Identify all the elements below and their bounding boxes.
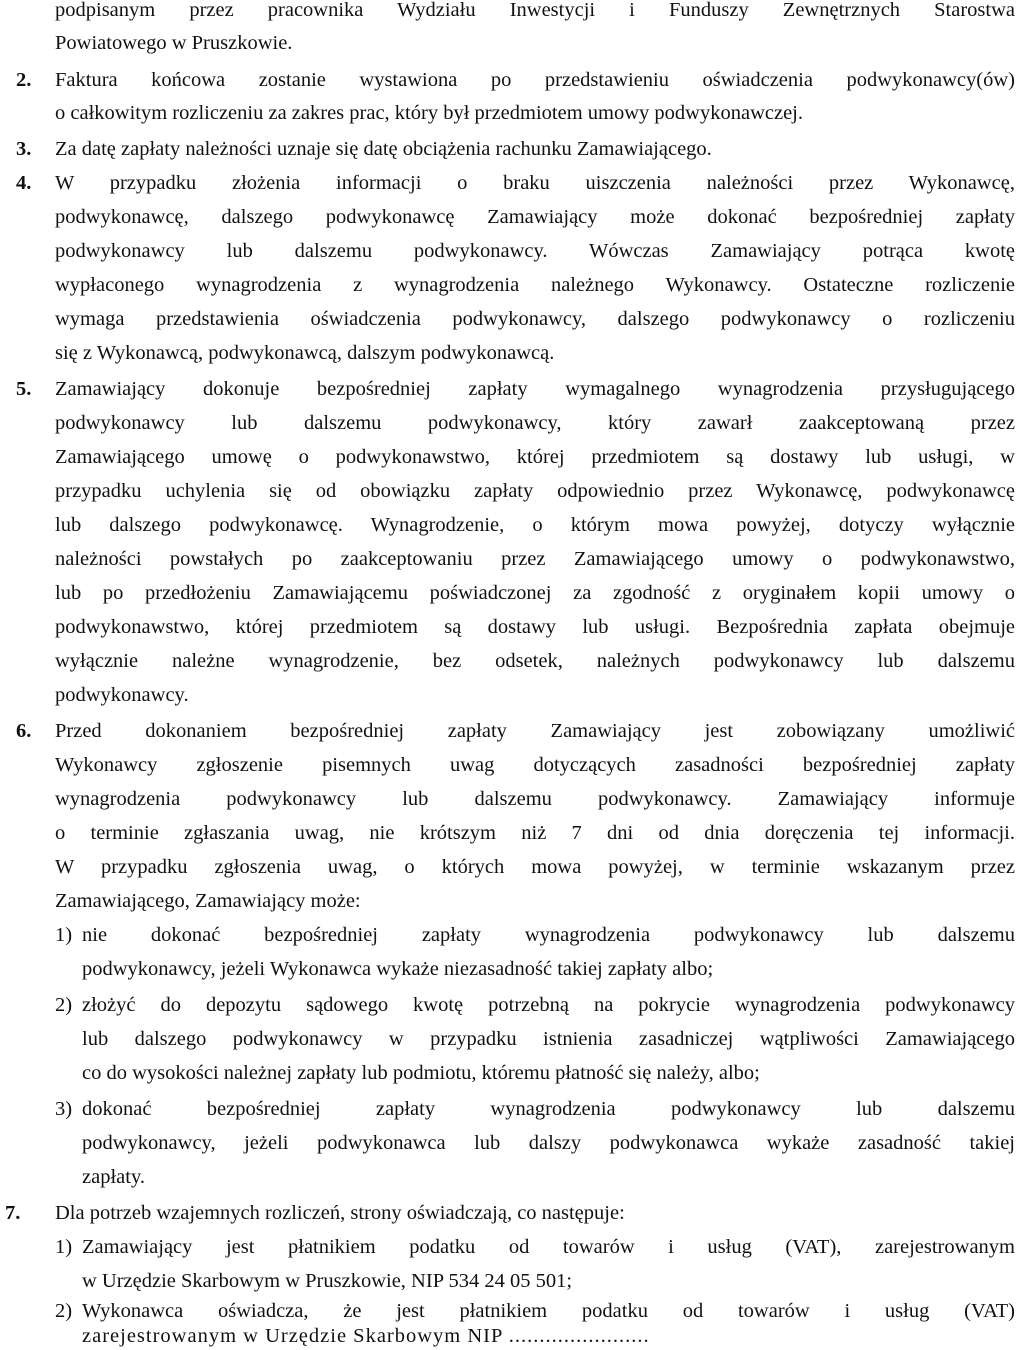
item-5-line-3: Zamawiającego umowę o podwykonawstwo, której przedmiotem są dostawy lub usługi, w: [55, 446, 1015, 468]
item-number-6: 6.: [16, 720, 32, 742]
item-6-subitem-number-1: 1): [55, 924, 73, 946]
item-4-line-4: wypłaconego wynagrodzenia z wynagrodzenia należnego Wykonawcy. Ostateczne rozliczenie: [55, 274, 1015, 296]
item-6-subitem-3-line-1: dokonać bezpośredniej zapłaty wynagrodzenia podwykonawcy lub dalszemu: [82, 1098, 1015, 1120]
item-5-line-4: przypadku uchylenia się od obowiązku zapłaty odpowiednio przez Wykonawcę, podwykonawcę: [55, 480, 1015, 502]
item-5-line-7: lub po przedłożeniu Zamawiającemu poświadczonej za zgodność z oryginałem kopii umowy o: [55, 582, 1015, 604]
item-5-line-5: lub dalszego podwykonawcę. Wynagrodzenie, o którym mowa powyżej, dotyczy wyłącznie: [55, 514, 1015, 536]
item-6-line-2: Wykonawcy zgłoszenie pisemnych uwag dotyczących zasadności bezpośredniej zapłaty: [55, 754, 1015, 776]
item-6-subitem-3-line-2: podwykonawcy, jeżeli podwykonawca lub dalszy podwykonawca wykaże zasadność takiej: [82, 1132, 1015, 1154]
item-6-subitem-1-line-1: nie dokonać bezpośredniej zapłaty wynagrodzenia podwykonawcy lub dalszemu: [82, 924, 1015, 946]
item-6-line-3: wynagrodzenia podwykonawcy lub dalszemu podwykonawcy. Zamawiający informuje: [55, 788, 1015, 810]
item-4-line-3: podwykonawcy lub dalszemu podwykonawcy. Wówczas Zamawiający potrąca kwotę: [55, 240, 1015, 262]
item-number-5: 5.: [16, 378, 32, 400]
item-7-subitem-number-2: 2): [55, 1300, 73, 1322]
item-6-subitem-2-line-3: co do wysokości należnej zapłaty lub podmiotu, któremu płatność się należy, albo;: [82, 1062, 760, 1084]
item-5-line-8: podwykonawstwo, której przedmiotem są dostawy lub usługi. Bezpośrednia zapłata obejmuje: [55, 616, 1015, 638]
item-7-subitem-1-line-2: w Urzędzie Skarbowym w Pruszkowie, NIP 534 24 05 501;: [82, 1270, 573, 1292]
item-6-line-4: o terminie zgłaszania uwag, nie krótszym niż 7 dni od dnia doręczenia tej informacji.: [55, 822, 1015, 844]
item-6-line-5: W przypadku zgłoszenia uwag, o których mowa powyżej, w terminie wskazanym przez: [55, 856, 1015, 878]
item-number-3: 3.: [16, 138, 32, 160]
item-4-line-1: W przypadku złożenia informacji o braku uiszczenia należności przez Wykonawcę,: [55, 172, 1015, 194]
item-4-line-2: podwykonawcę, dalszego podwykonawcę Zamawiający może dokonać bezpośredniej zapłaty: [55, 206, 1015, 228]
item-6-subitem-3-line-3: zapłaty.: [82, 1166, 145, 1188]
item-5-line-6: należności powstałych po zaakceptowaniu przez Zamawiającego umowy o podwykonawstwo,: [55, 548, 1015, 570]
item-6-subitem-number-2: 2): [55, 994, 73, 1016]
item-7-subitem-2-line-2: zarejestrowanym w Urzędzie Skarbowym NIP .......................: [82, 1325, 650, 1347]
item-5-line-9: wyłącznie należne wynagrodzenie, bez odsetek, należnych podwykonawcy lub dalszemu: [55, 650, 1015, 672]
intro-line-2: Powiatowego w Pruszkowie.: [55, 32, 293, 54]
item-3-line-1: Za datę zapłaty należności uznaje się datę obciążenia rachunku Zamawiającego.: [55, 138, 712, 160]
item-5-line-2: podwykonawcy lub dalszemu podwykonawcy, który zawarł zaakceptowaną przez: [55, 412, 1015, 434]
item-7-subitem-2-line-1: Wykonawca oświadcza, że jest płatnikiem podatku od towarów i usług (VAT): [82, 1300, 1015, 1322]
item-6-subitem-1-line-2: podwykonawcy, jeżeli Wykonawca wykaże niezasadność takiej zapłaty albo;: [82, 958, 714, 980]
item-6-subitem-number-3: 3): [55, 1098, 73, 1120]
item-4-line-6: się z Wykonawcą, podwykonawcą, dalszym podwykonawcą.: [55, 342, 555, 364]
item-number-4: 4.: [16, 172, 32, 194]
item-6-line-6: Zamawiającego, Zamawiający może:: [55, 890, 361, 912]
item-number-7: 7.: [5, 1202, 21, 1224]
item-6-line-1: Przed dokonaniem bezpośredniej zapłaty Zamawiający jest zobowiązany umożliwić: [55, 720, 1015, 742]
item-2-line-2: o całkowitym rozliczeniu za zakres prac, który był przedmiotem umowy podwykonawczej.: [55, 102, 803, 124]
item-4-line-5: wymaga przedstawienia oświadczenia podwykonawcy, dalszego podwykonawcy o rozliczeniu: [55, 308, 1015, 330]
item-6-subitem-2-line-2: lub dalszego podwykonawcy w przypadku istnienia zasadniczej wątpliwości Zamawiającego: [82, 1028, 1015, 1050]
item-5-line-1: Zamawiający dokonuje bezpośredniej zapłaty wymagalnego wynagrodzenia przysługującego: [55, 378, 1015, 400]
item-2-line-1: Faktura końcowa zostanie wystawiona po przedstawieniu oświadczenia podwykonawcy(ów): [55, 69, 1015, 91]
item-number-2: 2.: [16, 69, 32, 91]
item-7-subitem-number-1: 1): [55, 1236, 73, 1258]
intro-line-1: podpisanym przez pracownika Wydziału Inwestycji i Funduszy Zewnętrznych Starostwa: [55, 0, 1015, 21]
item-7-line-1: Dla potrzeb wzajemnych rozliczeń, strony oświadczają, co następuje:: [55, 1202, 625, 1224]
item-7-subitem-1-line-1: Zamawiający jest płatnikiem podatku od towarów i usług (VAT), zarejestrowanym: [82, 1236, 1015, 1258]
item-5-line-10: podwykonawcy.: [55, 684, 189, 706]
item-6-subitem-2-line-1: złożyć do depozytu sądowego kwotę potrzebną na pokrycie wynagrodzenia podwykonawcy: [82, 994, 1015, 1016]
